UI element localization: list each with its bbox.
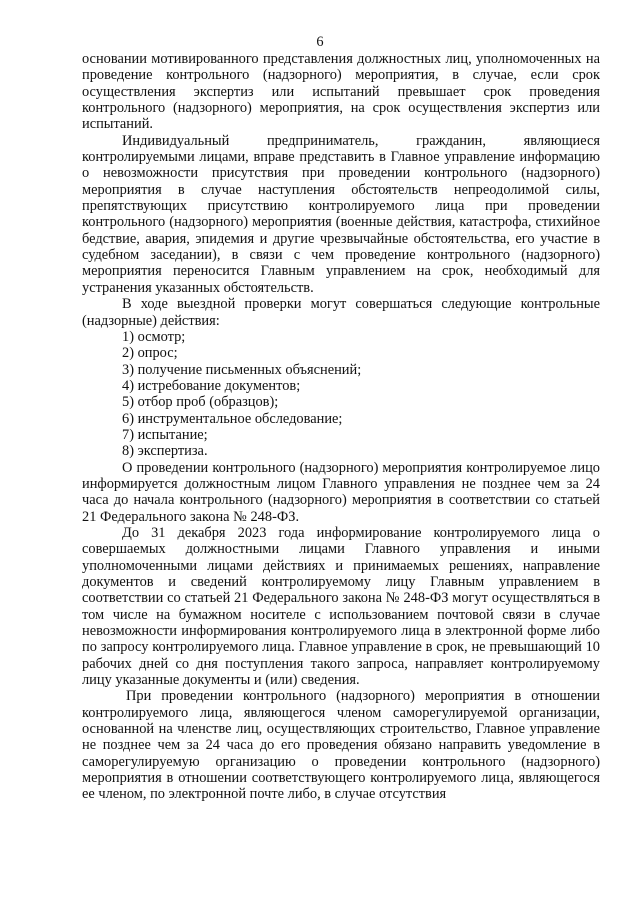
list-item: 7) испытание; (122, 426, 208, 443)
paragraph-continuation: основании мотивированного представления должностных лиц, уполномоченных на проведение контрольного (надзорного) мероприятия, в случае, если срок осуществления экспертиз или испытаний превышает срок проведения контрольного (надзорного) мероприятия, на срок осуществления экспертиз или испытаний. (82, 51, 600, 133)
list-item: 8) экспертиза. (122, 443, 208, 460)
list-item: 3) получение письменных объяснений; (122, 361, 362, 378)
actions-list (82, 329, 600, 460)
paragraph-force-majeure: Индивидуальный предприниматель, гражданин, являющиеся контролируемыми лицами, вправе представить в Главное управление информацию о невозможности присутствия при проведении контрольного (надзорного) мероприятия в случае наступления обстоятельств непреодолимой силы, препятствующих присутствию контролируемого лица при проведении контрольного (надзорного) мероприятия (военные действия, катастрофа, стихийное бедствие, авария, эпидемия и другие чрезвычайные обстоятельства, его участие в судебном заседании), в связи с чем проведение контрольного (надзорного) мероприятия переносится Главным управлением на срок, необходимый для устранения указанных обстоятельств. (82, 132, 600, 296)
list-item: 4) истребование документов; (122, 377, 301, 394)
list-item: 5) отбор проб (образцов); (122, 394, 279, 411)
document-body (82, 51, 600, 803)
paragraph-inspection-actions-intro: В ходе выездной проверки могут совершаться следующие контрольные (надзорные) действия: (82, 296, 600, 329)
list-item: 1) осмотр; (122, 328, 186, 345)
list-item: 6) инструментальное обследование; (122, 410, 343, 427)
paragraph-notification-24h: О проведении контрольного (надзорного) мероприятия контролируемое лицо информируется должностным лицом Главного управления не позднее чем за 24 часа до начала контрольного (надзорного) мероприятия в соответствии со статьей 21 Федерального закона № 248-ФЗ. (82, 459, 600, 525)
paragraph-informing-until-2023: До 31 декабря 2023 года информирование контролируемого лица о совершаемых должностными лицами Главного управления и иными уполномоченными лицами действиях и принимаемых решениях, направление документов и сведений контролируемому лицу Главным управлением в соответствии со статьей 21 Федерального закона № 248-ФЗ могут осуществляться в том числе на бумажном носителе с использованием почтовой связи в случае невозможности информирования контролируемого лица в электронной форме либо по запросу контролируемого лица. Главное управление в срок, не превышающий 10 рабочих дней со дня поступления такого запроса, направляет контролируемому лицу указанные документы и (или) сведения. (82, 524, 600, 689)
list-item: 2) опрос; (122, 345, 178, 362)
page-number: 6 (316, 34, 324, 50)
paragraph-self-regulatory-org: При проведении контрольного (надзорного) мероприятия в отношении контролируемого лица, являющегося членом саморегулируемой организации, основанной на членстве лиц, осуществляющих строительство, Главное управление не позднее чем за 24 часа до его проведения обязано направить уведомление в саморегулируемую организацию о проведении контрольного (надзорного) мероприятия в отношении соответствующего контролируемого лица, являющегося ее членом, по электронной почте либо, в случае отсутствия (82, 688, 600, 803)
